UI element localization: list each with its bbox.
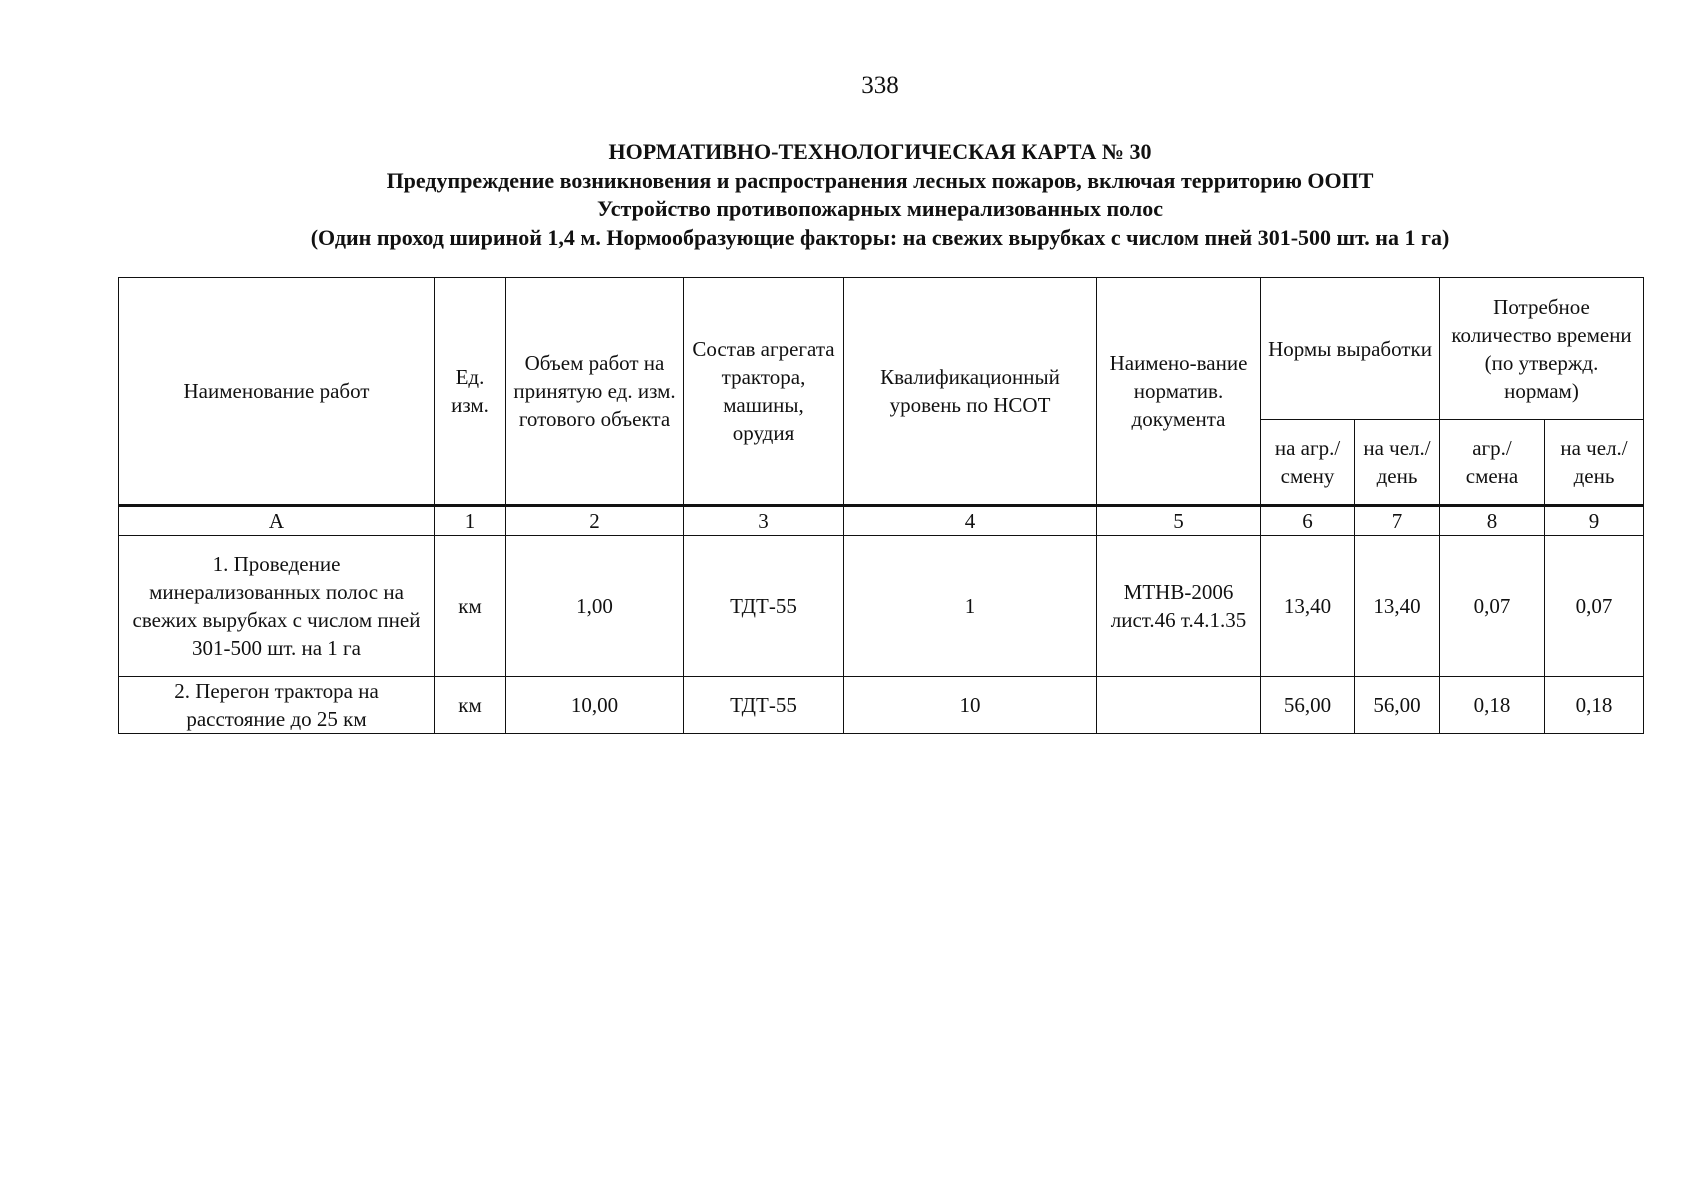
column-number: 9: [1545, 506, 1644, 536]
cell-time-unit-shift: 0,07: [1440, 536, 1545, 677]
cell-norm-person-day: 56,00: [1355, 677, 1440, 734]
card-title: НОРМАТИВНО-ТЕХНОЛОГИЧЕСКАЯ КАРТА № 30: [608, 139, 1152, 164]
header-norms: Нормы выработки: [1261, 278, 1440, 420]
cell-time-person-day: 0,18: [1545, 677, 1644, 734]
header-norm-unit-shift: на агр./ смену: [1261, 420, 1355, 506]
header-volume: Объем работ на принятую ед. изм. готового объекта: [506, 278, 684, 506]
cell-time-unit-shift: 0,18: [1440, 677, 1545, 734]
table-header-row: [119, 278, 1644, 420]
column-number: 5: [1097, 506, 1261, 536]
header-work-name: Наименование работ: [119, 278, 435, 506]
cell-norm-person-day: 13,40: [1355, 536, 1440, 677]
cell-composition: ТДТ-55: [684, 677, 844, 734]
card-subtitle: Предупреждение возникновения и распространения лесных пожаров, включая территорию ООПТ: [386, 167, 1374, 193]
column-number: 7: [1355, 506, 1440, 536]
table-row: [119, 536, 1644, 677]
header-qualification: Квалификационный уровень по НСОТ: [844, 278, 1097, 506]
norms-table: [118, 277, 1644, 734]
header-time-required: Потребное количество времени (по утвержд. нормам): [1440, 278, 1644, 420]
column-number: 1: [435, 506, 506, 536]
column-number-row: [119, 506, 1644, 536]
header-time-unit-shift: агр./ смена: [1440, 420, 1545, 506]
cell-volume: 1,00: [506, 536, 684, 677]
cell-qualification: 10: [844, 677, 1097, 734]
cell-qualification: 1: [844, 536, 1097, 677]
cell-document: МТНВ-2006 лист.46 т.4.1.35: [1097, 536, 1261, 677]
header-composition: Состав агрегата трактора, машины, орудия: [684, 278, 844, 506]
cell-composition: ТДТ-55: [684, 536, 844, 677]
conditions-note: (Один проход шириной 1,4 м. Нормообразующие факторы: на свежих вырубках с числом пней 301-500 шт. на 1 га): [310, 224, 1450, 250]
cell-unit: км: [435, 536, 506, 677]
cell-volume: 10,00: [506, 677, 684, 734]
column-number: 2: [506, 506, 684, 536]
header-unit: Ед. изм.: [435, 278, 506, 506]
cell-time-person-day: 0,07: [1545, 536, 1644, 677]
work-type-title: Устройство противопожарных минерализованных полос: [597, 196, 1163, 221]
cell-norm-unit-shift: 56,00: [1261, 677, 1355, 734]
column-number: 3: [684, 506, 844, 536]
table-row: [119, 677, 1644, 734]
column-number: 4: [844, 506, 1097, 536]
cell-work-name: 2. Перегон трактора на расстояние до 25 км: [119, 677, 435, 734]
page-number: 338: [861, 72, 899, 99]
header-time-person-day: на чел./ день: [1545, 420, 1644, 506]
header-norm-person-day: на чел./ день: [1355, 420, 1440, 506]
cell-norm-unit-shift: 13,40: [1261, 536, 1355, 677]
column-number: 6: [1261, 506, 1355, 536]
cell-work-name: 1. Проведение минерализованных полос на свежих вырубках с числом пней 301-500 шт. на 1 га: [119, 536, 435, 677]
document-header: [0, 138, 1697, 252]
cell-unit: км: [435, 677, 506, 734]
column-number: А: [119, 506, 435, 536]
column-number: 8: [1440, 506, 1545, 536]
header-document: Наимено-вание норматив. документа: [1097, 278, 1261, 506]
cell-document: [1097, 677, 1261, 734]
